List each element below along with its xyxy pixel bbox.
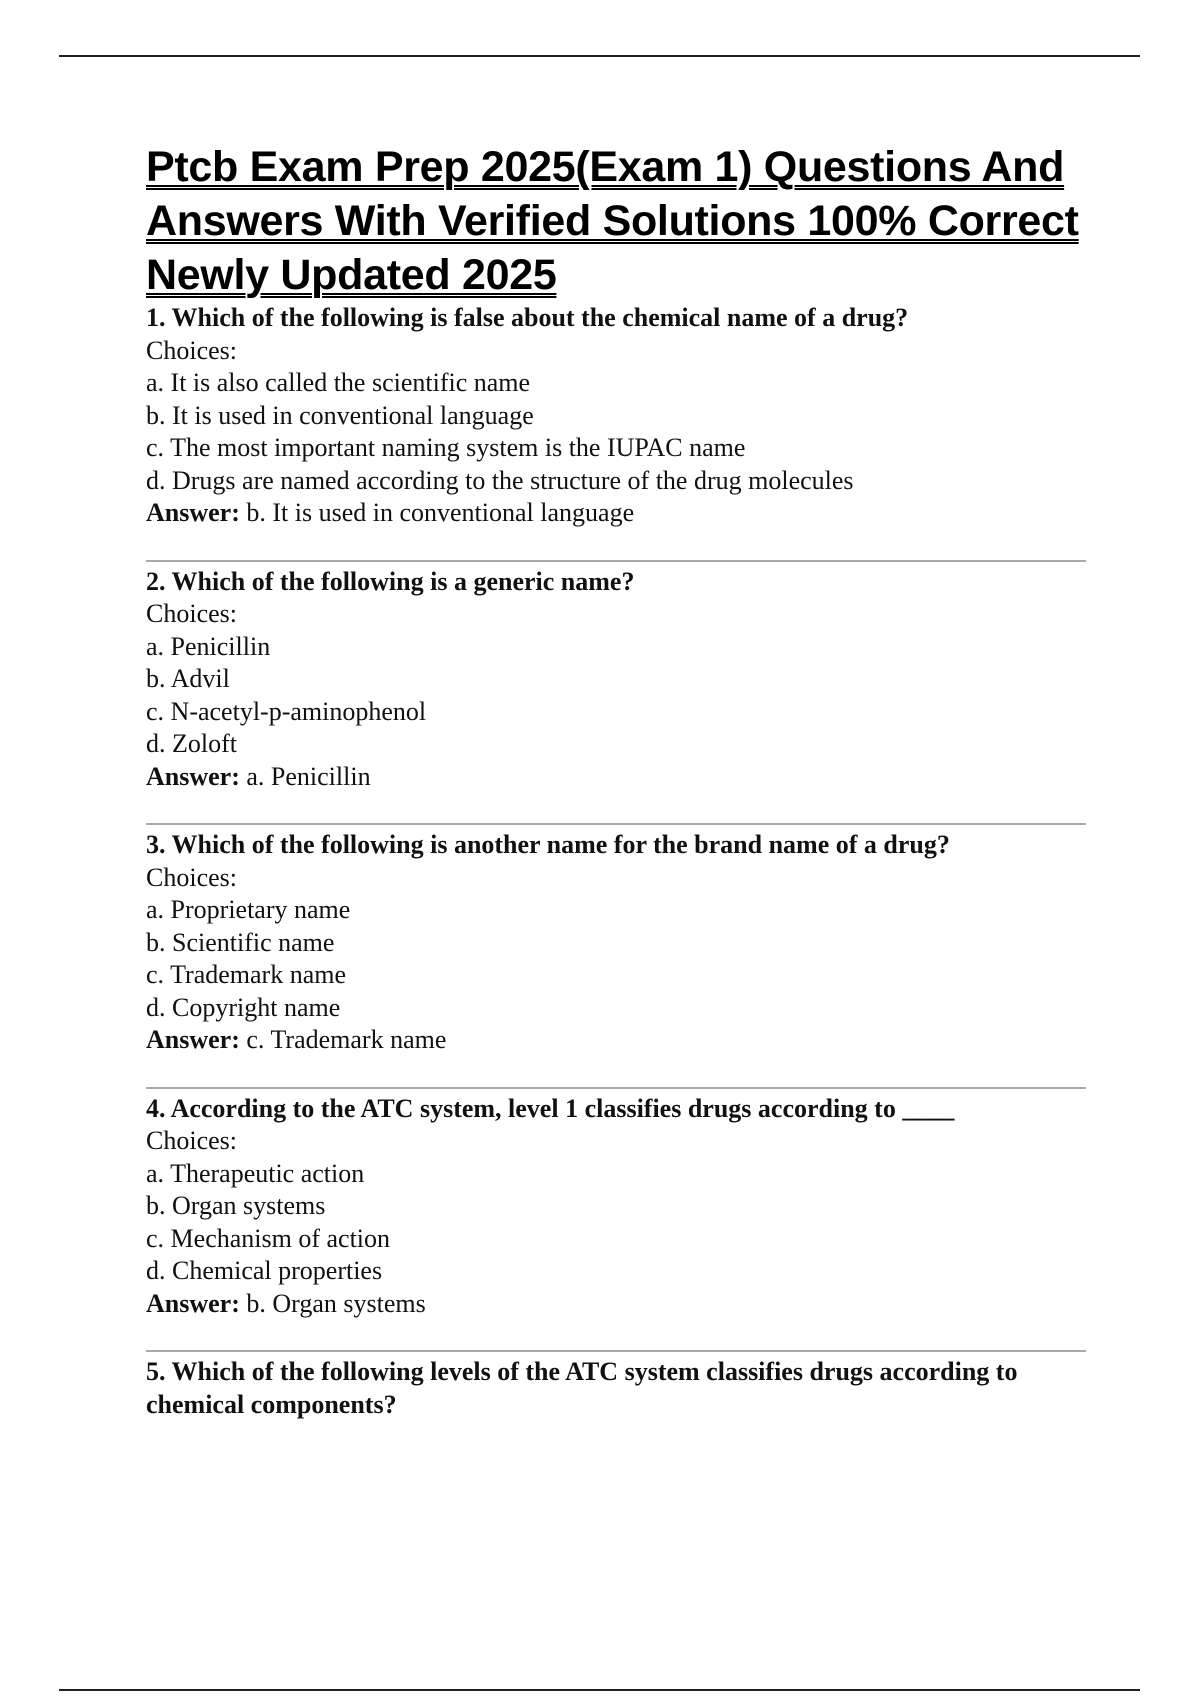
question-text: 5. Which of the following levels of the ATC system classifies drugs according to chemical components? xyxy=(146,1357,1018,1419)
header-rule xyxy=(59,55,1140,57)
question-block xyxy=(146,1093,1096,1321)
choices-label: Choices: xyxy=(146,599,237,628)
answer-label: Answer: xyxy=(146,498,240,527)
choices-label: Choices: xyxy=(146,335,237,365)
question-block xyxy=(146,566,1096,794)
choice-item: c. N-acetyl-p-aminophenol xyxy=(146,696,427,726)
answer-label: Answer: xyxy=(146,1025,240,1054)
answer-label: Answer: xyxy=(146,1288,240,1318)
question-divider xyxy=(146,823,1086,825)
choice-item: c. Mechanism of action xyxy=(146,1223,391,1253)
choice-item: b. Advil xyxy=(146,664,230,693)
question-block xyxy=(146,302,1096,530)
choice-item: b. It is used in conventional language xyxy=(146,400,534,430)
answer-label: Answer: xyxy=(146,761,240,791)
choice-item: a. Therapeutic action xyxy=(146,1158,365,1188)
question-divider xyxy=(146,1350,1086,1352)
answer-line xyxy=(146,761,1096,794)
choice-item: a. It is also called the scientific name xyxy=(146,368,531,397)
choice-item: d. Drugs are named according to the structure of the drug molecules xyxy=(146,465,854,495)
question-text: 3. Which of the following is another name for the brand name of a drug? xyxy=(146,830,950,859)
answer-text: a. Penicillin xyxy=(246,761,371,791)
question-block xyxy=(146,829,1096,1057)
answer-text: b. Organ systems xyxy=(246,1288,426,1318)
question-block xyxy=(146,1356,1096,1421)
choice-item: c. The most important naming system is the IUPAC name xyxy=(146,433,746,462)
choice-item: d. Chemical properties xyxy=(146,1256,383,1285)
choice-item: a. Proprietary name xyxy=(146,895,351,924)
choice-item: a. Penicillin xyxy=(146,631,271,661)
question-text: 2. Which of the following is a generic name? xyxy=(146,566,635,596)
question-text: 1. Which of the following is false about the chemical name of a drug? xyxy=(146,303,909,332)
choice-item: b. Scientific name xyxy=(146,927,335,957)
choice-item: d. Zoloft xyxy=(146,729,237,758)
answer-text: c. Trademark name xyxy=(246,1025,447,1054)
choice-item: b. Organ systems xyxy=(146,1191,326,1220)
answer-text: b. It is used in conventional language xyxy=(246,498,635,527)
answer-line xyxy=(146,497,1096,530)
question-divider xyxy=(146,1087,1086,1089)
question-divider xyxy=(146,560,1086,562)
answer-line xyxy=(146,1288,1096,1321)
choice-item: c. Trademark name xyxy=(146,960,347,989)
choices-label: Choices: xyxy=(146,862,237,892)
footer-rule xyxy=(59,1689,1140,1691)
question-list xyxy=(146,302,1096,1421)
choices-label: Choices: xyxy=(146,1126,237,1155)
document-page xyxy=(146,140,1096,1421)
question-text: 4. According to the ATC system, level 1 classifies drugs according to ____ xyxy=(146,1093,955,1123)
answer-line xyxy=(146,1024,1096,1057)
document-title: Ptcb Exam Prep 2025(Exam 1) Questions And Answers With Verified Solutions 100% Correct Newly Updated 2025 xyxy=(146,143,1079,299)
choice-item: d. Copyright name xyxy=(146,992,341,1022)
